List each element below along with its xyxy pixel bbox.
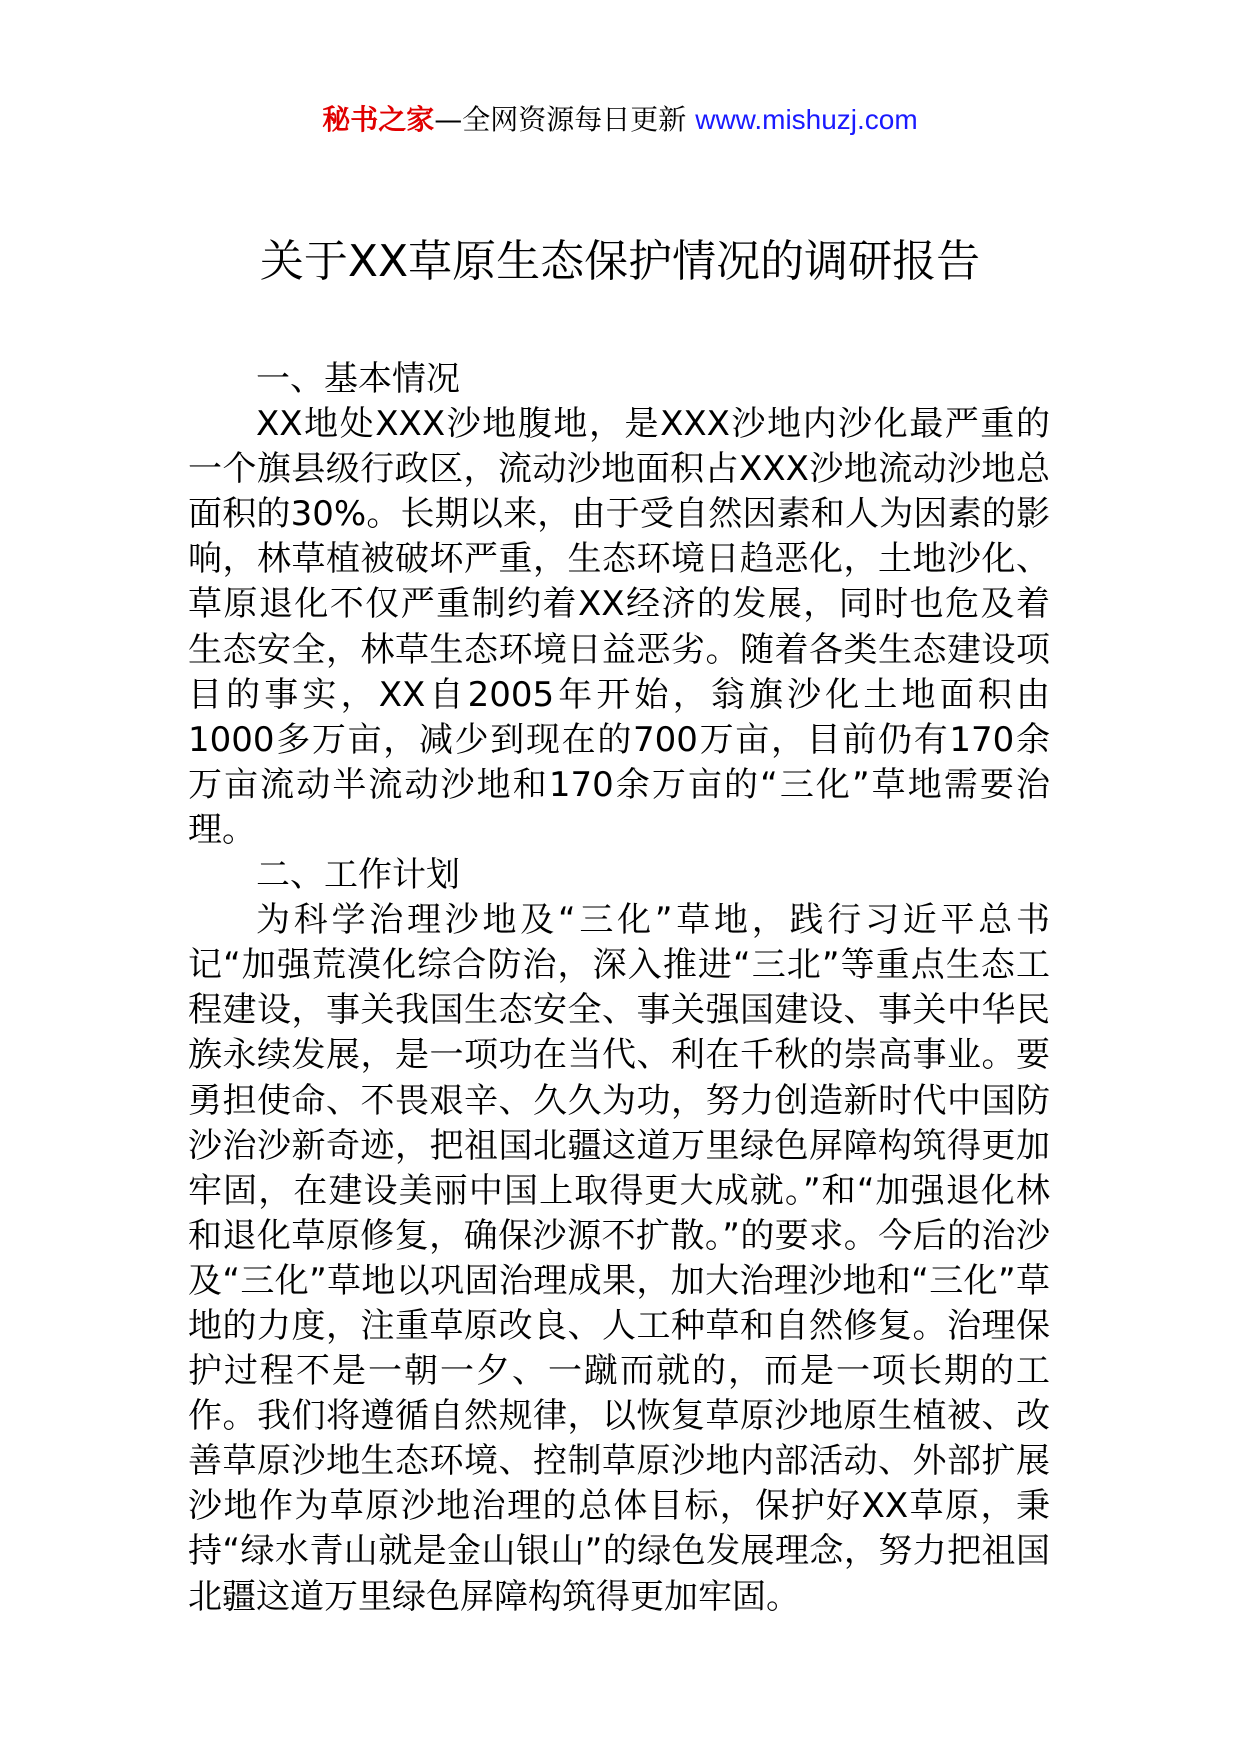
document-body [188,357,1050,1620]
document-title: 关于XX草原生态保护情况的调研报告 [259,236,981,287]
site-banner [0,100,1240,140]
banner-tagline: —全网资源每日更新 [434,103,687,136]
section-heading-basic-situation: 一、基本情况 [256,359,460,399]
section-heading-work-plan: 二、工作计划 [256,855,460,896]
section-paragraph-basic-situation: XX地处XXX沙地腹地，是XXX沙地内沙化最严重的一个旗县级行政区，流动沙地面积占XXX沙地流动沙地总面积的30%。长期以来，由于受自然因素和人为因素的影响，林草植被破坏严重，生态环境日趋恶化，土地沙化、草原退化不仅严重制约着XX经济的发展，同时也危及着生态安全，林草生态环境日益恶劣。随着各类生态建设项目的事实，XX自2005年开始，翁旗沙化土地面积由1000多万亩，减少到现在的700万亩，目前仍有170余万亩流动半流动沙地和170余万亩的“三化”草地需要治理。 [188,404,1050,850]
section-paragraph-work-plan: 为科学治理沙地及“三化”草地，践行习近平总书记“加强荒漠化综合防治，深入推进“三北”等重点生态工程建设，事关我国生态安全、事关强国建设、事关中华民族永续发展，是一项功在当代、利在千秋的崇高事业。要勇担使命、不畏艰辛、久久为功，努力创造新时代中国防沙治沙新奇迹，把祖国北疆这道万里绿色屏障构筑得更加牢固，在建设美丽中国上取得更大成就。”和“加强退化林和退化草原修复，确保沙源不扩散。”的要求。今后的治沙及“三化”草地以巩固治理成果，加大治理沙地和“三化”草地的力度，注重草原改良、人工种草和自然修复。治理保护过程不是一朝一夕、一蹴而就的，而是一项长期的工作。我们将遵循自然规律，以恢复草原沙地原生植被、改善草原沙地生态环境、控制草原沙地内部活动、外部扩展沙地作为草原沙地治理的总体目标，保护好XX草原，秉持“绿水青山就是金山银山”的绿色发展理念，努力把祖国北疆这道万里绿色屏障构筑得更加牢固。 [188,900,1050,1617]
banner-url-link[interactable]: www.mishuzj.com [695,104,918,135]
banner-brand: 秘书之家 [322,103,435,136]
